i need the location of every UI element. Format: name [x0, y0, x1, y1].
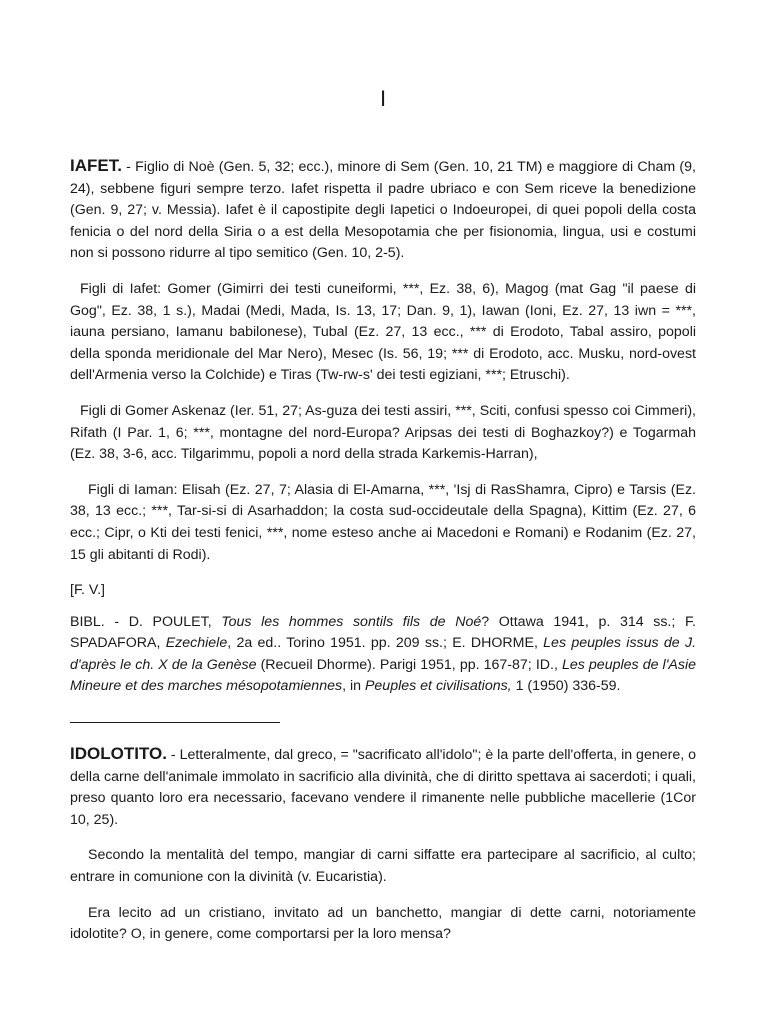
biblio-part: 1 (1950) 336-59. — [511, 678, 621, 695]
entry-idolotito-intro — [70, 743, 696, 831]
entry-iafet-intro — [70, 155, 696, 265]
entry-idolotito-paragraph-question: Era lecito ad un cristiano, invitato ad un banchetto, mangiar di dette carni, notoriamente idolotite? O, in genere, come comportarsi per la loro mensa? — [70, 904, 696, 943]
entry-idolotito-text: - Letteralmente, dal greco, = "sacrificato all'idolo"; è la parte dell'offerta, in genere, o della carne dell'animale immolato in sacrificio alla divinità, che di diritto spettava ai sacerdoti; i quali, preso quanto loro era necessario, facevano vendere il rimanente nelle pubbliche macellerie (1Cor 10, 25). — [70, 747, 697, 828]
entry-iafet-paragraph-sons: Figli di Iafet: Gomer (Gimirri dei testi cuneiformi, ***, Ez. 38, 6), Magog (mat Gag "il paese di Gog", Ez. 38, 1 s.), Madai (Medi, Mada, Is. 13, 17; Dan. 9, 1), Iawan (Ioni, Ez. 27, 13 iwn = ***, iauna persiano, Iamanu babilonese), Tubal (Ez. 27, 13 ecc., *** di Erodoto, Tabal assiro, popoli della sponda meridionale del Mar Nero), Mesec (Is. 56, 19; *** di Erodoto, acc. Musku, nord-ovest dell'Armenia verso la Colchide) e Tiras (Tw-rw-s' dei testi egiziani, ***; Etruschi). — [70, 280, 696, 384]
entry-iafet-text: - Figlio di Noè (Gen. 5, 32; ecc.), minore di Sem (Gen. 10, 21 TM) e maggiore di Cham (9, 24), sebbene figuri sempre terzo. Iafet rispetta il padre ubriaco e con Sem riceve la benedizione (Gen. 9, 27; v. Messia). Iafet è il capostipite degli Iapetici o Indoeuropei, di quei popoli della costa fenicia o del nord della Siria o a est della Mesopotamia che per fisionomia, lingua, usi e costumi non si possono ridurre al tipo semitico (Gen. 10, 2-5). — [70, 159, 696, 262]
biblio-title: Les peuples issus de J. d'après le ch. X de la Genèse — [70, 635, 697, 673]
biblio-part: ? Ottawa 1941, p. 314 ss.; F. SPADAFORA, — [70, 613, 696, 652]
biblio-title: Tous les hommes sontils fils de Noé — [221, 613, 482, 630]
bibliography-text — [70, 612, 696, 698]
entry-iafet-paragraph-iaman: Figli di Iaman: Elisah (Ez. 27, 7; Alasia di El-Amarna, ***, 'Isj di RasShamra, Cipro) e Tarsis (Ez. 38, 13 ecc.; ***, Tar-si-si di Asarhaddon; la costa sud-occideutale della Spagna), Kittim (Ez. 27, 6 ecc.; Cipr, o Kti dei testi fenici, ***, nome esteso anche ai Macedoni e Romani) e Rodanim (Ez. 27, 15 gli abitanti di Rodi). — [70, 481, 696, 563]
entry-separator-line — [70, 722, 280, 723]
biblio-part: (Recueil Dhorme). Parigi 1951, pp. 167-87; ID., — [256, 656, 562, 673]
biblio-title: Ezechiele — [165, 635, 228, 652]
biblio-title: Peuples et civilisations, — [364, 678, 512, 695]
biblio-title: Les peuples de l'Asie Mineure et des marches mésopotamiennes — [70, 656, 697, 695]
entry-iafet-paragraph-gomer: Figli di Gomer Askenaz (Ier. 51, 27; As-guza dei testi assiri, ***, Sciti, confusi spesso coi Cimmeri), Rifath (I Par. 1, 6; ***, montagne del nord-Europa? Aripsas dei testi di Boghazkoy?) e Togarmah (Ez. 38, 3-6, acc. Tilgarimmu, popoli a nord della strada Karkemis-Harran), — [70, 402, 696, 463]
biblio-part: , 2a ed.. Torino 1951. pp. 209 ss.; E. DHORME, — [227, 635, 544, 652]
biblio-part: , in — [342, 678, 365, 695]
bibliography — [70, 612, 696, 698]
author-signoff: [F. V.] — [70, 582, 105, 599]
entry-headword-idolotito: IDOLOTITO. — [70, 744, 167, 764]
document-body — [70, 155, 696, 960]
section-letter-heading: I — [379, 86, 387, 111]
entry-headword-iafet: IAFET. — [70, 156, 122, 175]
document-page — [70, 0, 696, 1024]
biblio-part: BIBL. - D. POULET, — [70, 613, 222, 630]
entry-idolotito-paragraph-mentality: Secondo la mentalità del tempo, mangiar di carni siffatte era partecipare al sacrificio, al culto; entrare in comunione con la divinità (v. Eucaristia). — [70, 847, 696, 886]
